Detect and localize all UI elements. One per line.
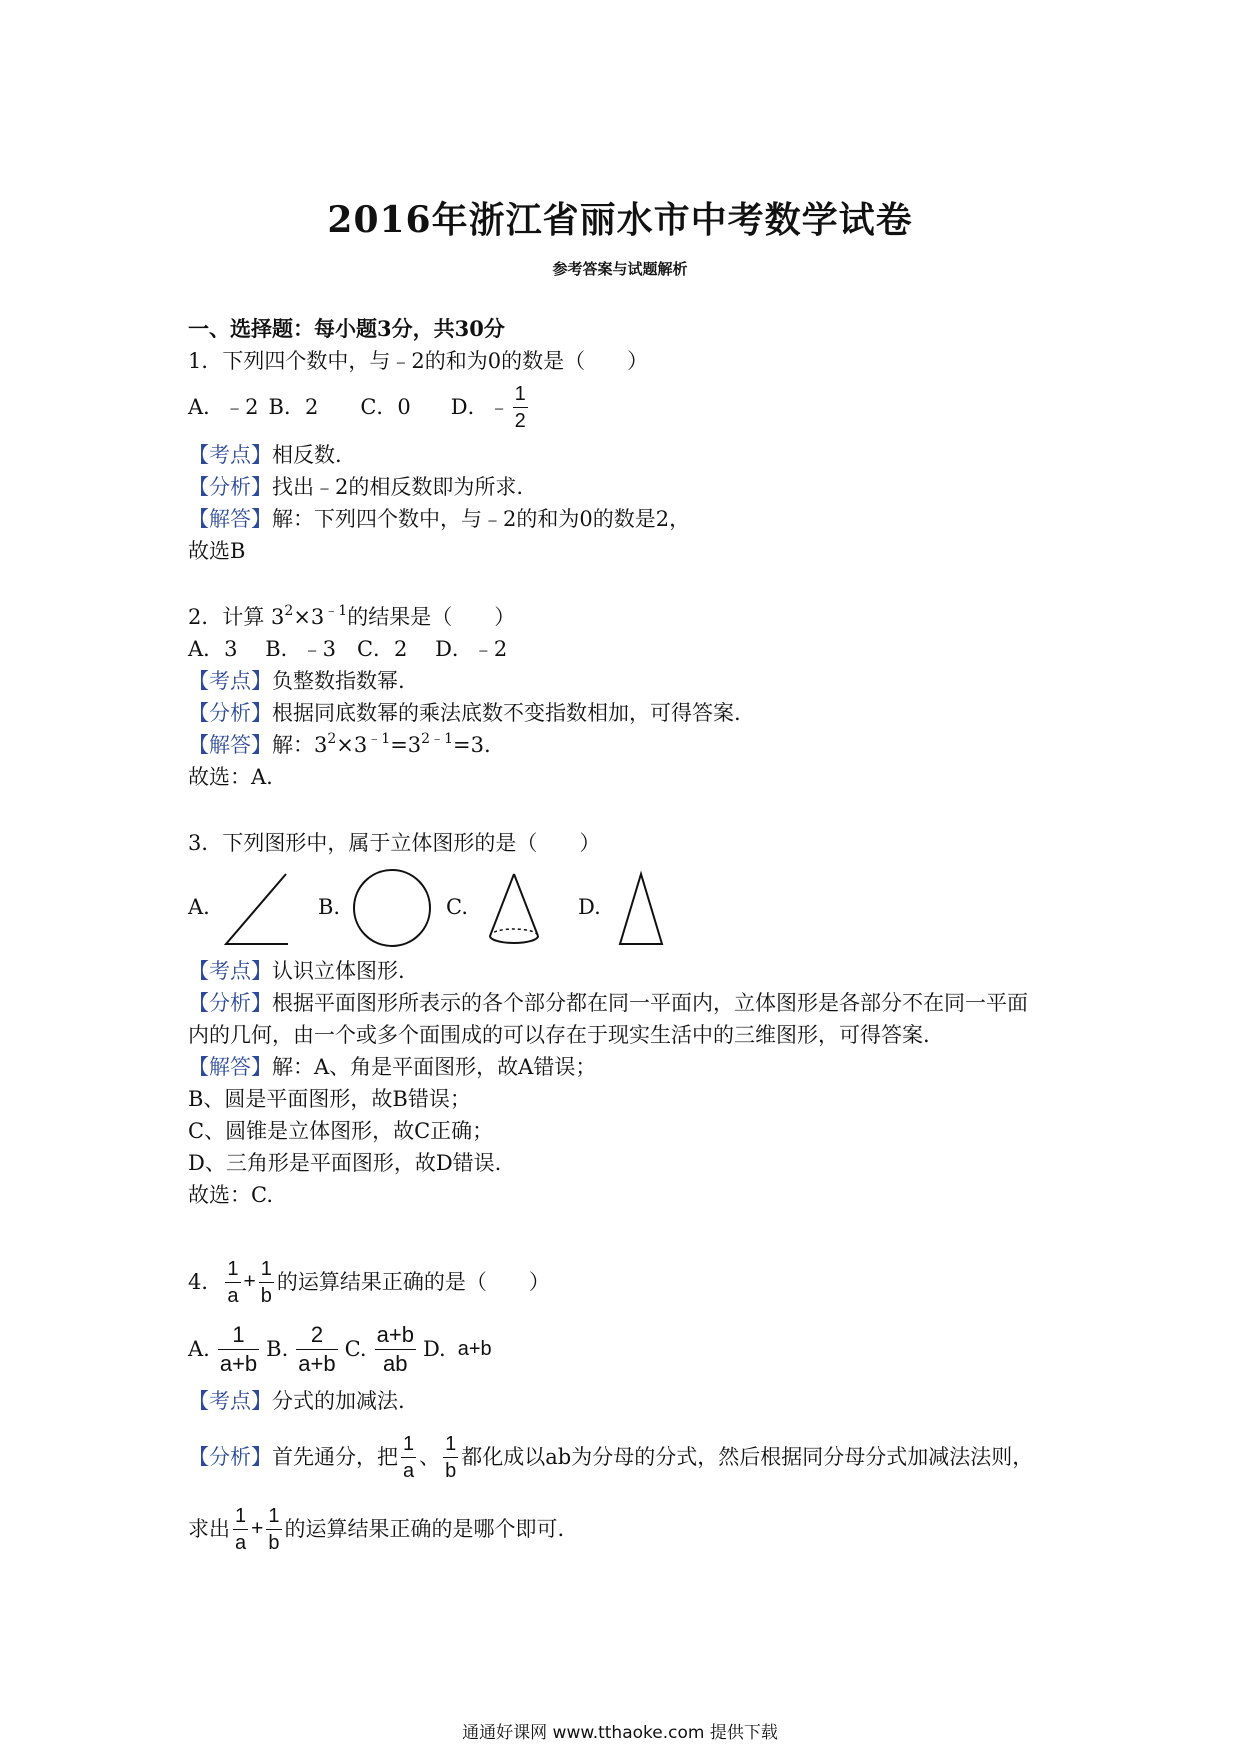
q4-option-c-fraction bbox=[375, 1322, 416, 1377]
q4-analysis-text: 求出 bbox=[188, 1517, 230, 1541]
q2-analysis bbox=[188, 698, 741, 728]
fraction-numerator: 1 bbox=[445, 1432, 457, 1455]
q2-answer-part: 解：3 bbox=[272, 733, 328, 757]
q2-stem-exponent: ﹣1 bbox=[324, 603, 348, 619]
point-tag: 【考点】 bbox=[188, 959, 272, 983]
fraction-numerator: 1 bbox=[235, 1504, 247, 1527]
analysis-tag: 【分析】 bbox=[188, 1445, 272, 1469]
q3-stem: 3．下列图形中，属于立体图形的是（ ） bbox=[188, 831, 601, 855]
q4-analysis-text: 的运算结果正确的是哪个即可. bbox=[284, 1517, 565, 1541]
q4-point-text: 分式的加减法. bbox=[272, 1389, 405, 1413]
q3-point-text: 认识立体图形. bbox=[272, 959, 405, 983]
q4-option-b-label: B. bbox=[266, 1337, 289, 1361]
fraction-denominator: 2 bbox=[513, 407, 528, 433]
q4-stem-fraction-1-over-b bbox=[259, 1257, 274, 1308]
fraction-denominator: a bbox=[233, 1529, 248, 1555]
q4-stem-prefix: 4． bbox=[188, 1270, 223, 1294]
q4-analysis-fraction-1-over-b bbox=[443, 1432, 458, 1483]
page-footer: 通通好课网 www.tthaoke.com 提供下载 bbox=[462, 1723, 778, 1743]
q1-answer bbox=[188, 504, 690, 534]
angle-figure bbox=[222, 870, 292, 948]
page-title: 2016年浙江省丽水市中考数学试卷 bbox=[327, 199, 913, 241]
fraction-denominator: ab bbox=[375, 1349, 416, 1377]
q4-analysis-separator: 、 bbox=[419, 1445, 441, 1469]
q3-analysis-text: 根据平面图形所表示的各个部分都在同一平面内，立体图形是各部分不在同一平面 bbox=[272, 991, 1028, 1015]
q2-answer-exponent: ﹣1 bbox=[367, 731, 391, 747]
q3-answer-line3: C、圆锥是立体图形，故C正确； bbox=[188, 1119, 494, 1143]
q3-option-d-label: D. bbox=[578, 895, 601, 919]
q2-answer-part: ×3 bbox=[336, 733, 368, 757]
plus-sign: + bbox=[243, 1270, 256, 1293]
q1-analysis-text: 找出﹣2的相反数即为所求. bbox=[272, 475, 524, 499]
q4-analysis-fraction-1-over-a bbox=[233, 1504, 248, 1555]
q2-stem-part: 的结果是（ ） bbox=[347, 605, 516, 629]
q1-analysis bbox=[188, 472, 523, 502]
q1-point-text: 相反数. bbox=[272, 443, 342, 467]
q2-answer-part: =3. bbox=[452, 733, 491, 757]
fraction-numerator: 1 bbox=[232, 1321, 245, 1347]
q4-analysis-fraction-1-over-a bbox=[401, 1432, 416, 1483]
fraction-denominator: b bbox=[259, 1282, 274, 1308]
q4-option-c-label: C. bbox=[344, 1337, 367, 1361]
section-heading: 一、选择题：每小题3分，共30分 bbox=[188, 316, 505, 341]
q3-choice: 故选：C. bbox=[188, 1183, 273, 1207]
q2-stem bbox=[188, 602, 515, 632]
q4-analysis-line1 bbox=[188, 1428, 1033, 1486]
q2-stem-exponent: 2 bbox=[284, 603, 294, 619]
fraction-denominator: a+b bbox=[219, 1350, 258, 1376]
fraction-numerator: 1 bbox=[514, 382, 526, 405]
q1-stem: 1．下列四个数中，与﹣2的和为0的数是（ ） bbox=[188, 349, 649, 373]
q2-stem-part: 2．计算 3 bbox=[188, 605, 285, 629]
q3-point bbox=[188, 956, 405, 986]
fraction-numerator: 1 bbox=[403, 1432, 415, 1455]
q4-option-d-label: D. bbox=[422, 1337, 446, 1361]
q4-analysis-text: 首先通分，把 bbox=[272, 1445, 398, 1469]
page-subtitle: 参考答案与试题解析 bbox=[552, 260, 688, 278]
q3-answer-line2: B、圆是平面图形，故B错误； bbox=[188, 1087, 471, 1111]
q2-analysis-text: 根据同底数幂的乘法底数不变指数相加，可得答案. bbox=[272, 701, 741, 725]
q4-option-a-fraction bbox=[218, 1322, 259, 1377]
q4-option-d-text: a+b bbox=[457, 1338, 492, 1360]
triangle-figure bbox=[614, 870, 668, 948]
q3-analysis-line1 bbox=[188, 988, 1028, 1018]
q2-answer-part: =3 bbox=[390, 733, 422, 757]
q4-options bbox=[188, 1320, 492, 1378]
q2-stem-part: ×3 bbox=[293, 605, 325, 629]
q2-point bbox=[188, 666, 405, 696]
q1-point bbox=[188, 440, 342, 470]
q4-point bbox=[188, 1386, 405, 1416]
q4-analysis-text: 都化成以ab为分母的分式，然后根据同分母分式加减法法则， bbox=[461, 1445, 1034, 1469]
q2-choice: 故选：A. bbox=[188, 765, 273, 789]
fraction-numerator: 1 bbox=[227, 1257, 239, 1280]
cone-figure bbox=[484, 870, 544, 948]
q1-options bbox=[188, 382, 531, 432]
q4-stem-suffix: 的运算结果正确的是（ ） bbox=[276, 1270, 550, 1294]
fraction-denominator: a+b bbox=[298, 1350, 336, 1376]
point-tag: 【考点】 bbox=[188, 443, 272, 467]
q3-option-a-label: A. bbox=[188, 895, 210, 919]
q4-analysis-fraction-1-over-b bbox=[266, 1504, 281, 1555]
q4-analysis-line2 bbox=[188, 1500, 564, 1558]
q2-options: A．3 B．﹣3 C．2 D．﹣2 bbox=[188, 637, 508, 661]
q3-answer-line1 bbox=[188, 1052, 596, 1082]
q4-option-b-fraction bbox=[296, 1322, 337, 1377]
plus-sign: + bbox=[251, 1517, 264, 1540]
q2-answer-exponent: 2﹣1 bbox=[421, 731, 453, 747]
fraction-denominator: b bbox=[443, 1457, 458, 1483]
fraction-numerator: 1 bbox=[268, 1504, 280, 1527]
q3-analysis-line2: 内的几何，由一个或多个面围成的可以存在于现实生活中的三维图形，可得答案. bbox=[188, 1023, 930, 1047]
q3-option-c-label: C. bbox=[446, 895, 468, 919]
q1-answer-text: 解：下列四个数中，与﹣2的和为0的数是2， bbox=[272, 507, 691, 531]
answer-tag: 【解答】 bbox=[188, 733, 272, 757]
fraction-numerator: 1 bbox=[260, 1257, 272, 1280]
point-tag: 【考点】 bbox=[188, 1389, 272, 1413]
fraction-numerator: a+b bbox=[376, 1321, 414, 1347]
fraction-numerator: 2 bbox=[310, 1321, 324, 1347]
q1-option-c: C．0 bbox=[360, 395, 411, 419]
analysis-tag: 【分析】 bbox=[188, 475, 272, 499]
q3-answer-text: 解：A、角是平面图形，故A错误； bbox=[272, 1055, 597, 1079]
q1-option-d: D．﹣ bbox=[450, 395, 510, 419]
q1-option-d-fraction bbox=[513, 382, 528, 433]
fraction-denominator: a bbox=[401, 1457, 416, 1483]
analysis-tag: 【分析】 bbox=[188, 991, 272, 1015]
q1-option-a: A．﹣2 bbox=[188, 395, 259, 419]
answer-tag: 【解答】 bbox=[188, 507, 272, 531]
answer-tag: 【解答】 bbox=[188, 1055, 272, 1079]
q1-option-b: B．2 bbox=[268, 395, 319, 419]
q1-choice: 故选B bbox=[188, 539, 246, 563]
q3-option-b-label: B. bbox=[318, 895, 341, 919]
fraction-denominator: b bbox=[266, 1529, 281, 1555]
q2-point-text: 负整数指数幂. bbox=[272, 669, 405, 693]
q2-answer-exponent: 2 bbox=[327, 731, 337, 747]
q4-stem-fraction-1-over-a bbox=[225, 1257, 240, 1308]
circle-figure bbox=[350, 866, 434, 950]
q4-stem bbox=[188, 1254, 550, 1310]
analysis-tag: 【分析】 bbox=[188, 701, 272, 725]
q2-answer bbox=[188, 730, 491, 760]
point-tag: 【考点】 bbox=[188, 669, 272, 693]
q4-option-a-label: A. bbox=[188, 1337, 210, 1361]
fraction-denominator: a bbox=[225, 1282, 240, 1308]
q3-answer-line4: D、三角形是平面图形，故D错误. bbox=[188, 1151, 502, 1175]
